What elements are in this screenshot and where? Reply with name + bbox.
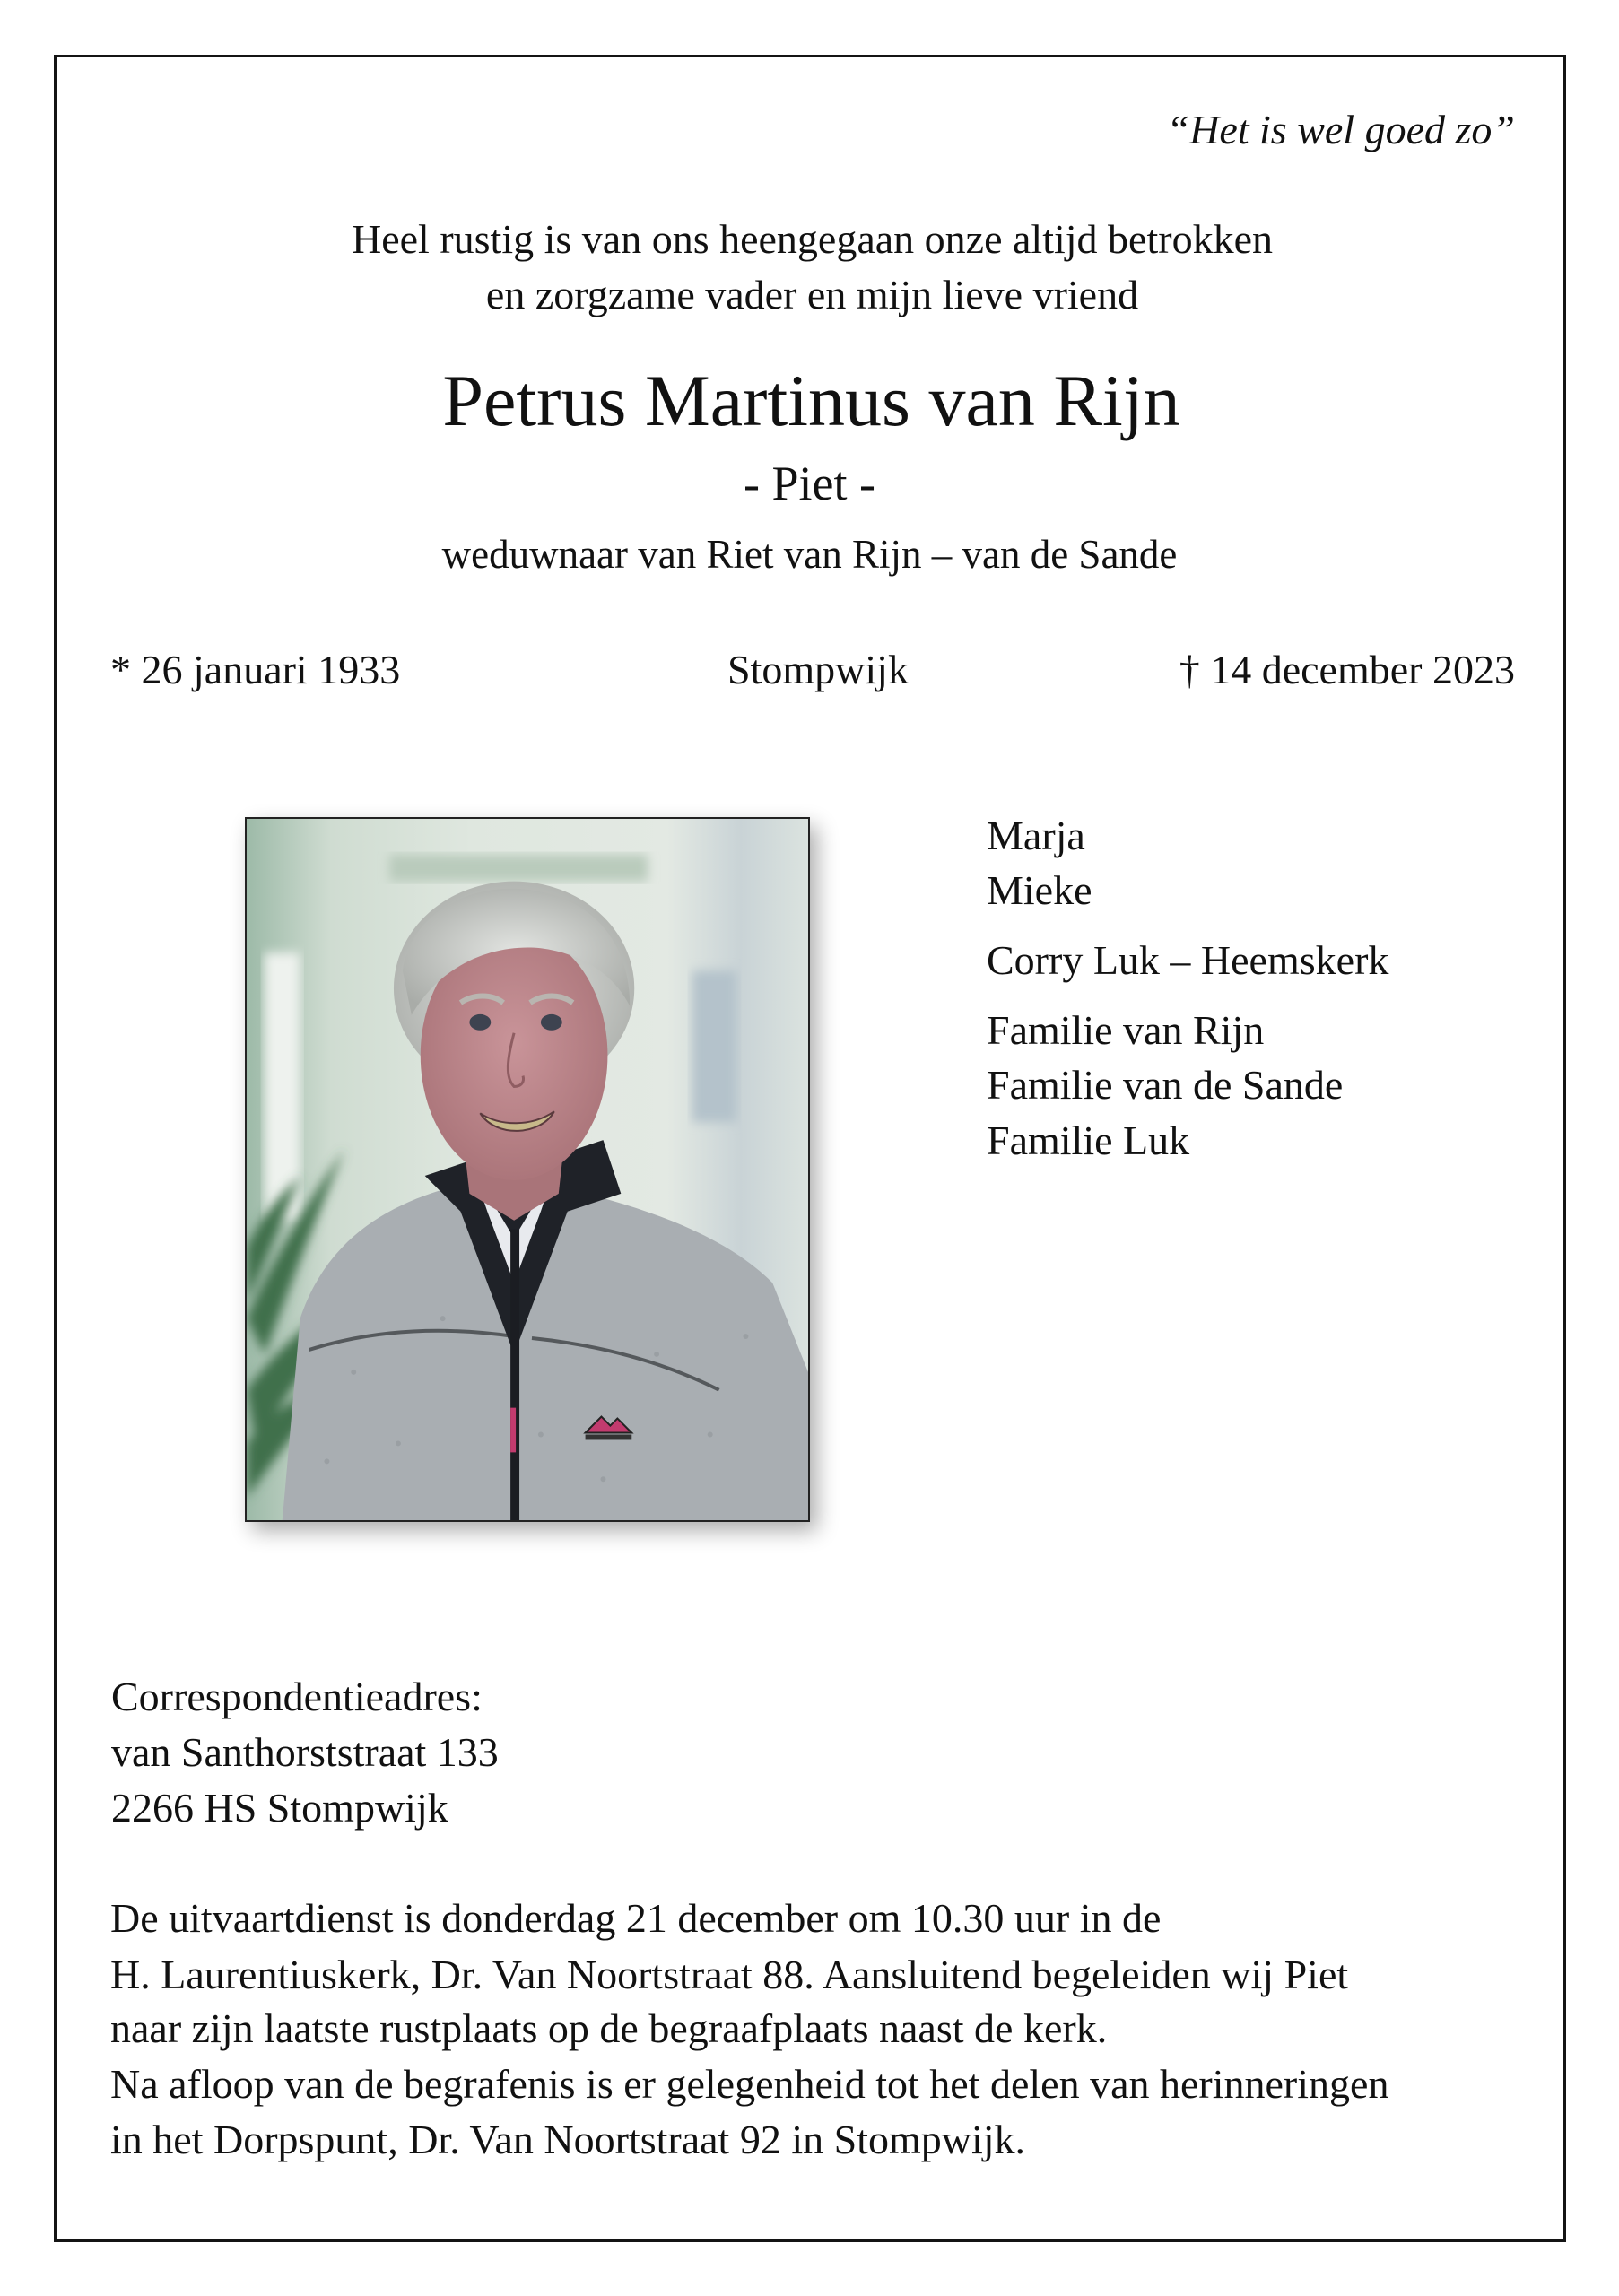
intro-line-2: en zorgzame vader en mijn lieve vriend [485, 272, 1139, 317]
relative-name: Familie van Rijn [987, 1007, 1265, 1053]
service-line-3: naar zijn laatste rustplaats op de begraafplaats naast de kerk. [110, 2005, 1108, 2051]
portrait-image [247, 819, 808, 1520]
intro-line-1: Heel rustig is van ons heengegaan onze altijd betrokken [351, 216, 1273, 262]
death-date: † 14 december 2023 [1179, 647, 1515, 692]
service-line-1: De uitvaartdienst is donderdag 21 december om 10.30 uur in de [110, 1895, 1162, 1941]
service-line-5: in het Dorpspunt, Dr. Van Noortstraat 92 in Stompwijk. [110, 2117, 1026, 2162]
birth-date: * 26 januari 1933 [110, 647, 401, 692]
correspondence-street: van Santhorststraat 133 [111, 1729, 499, 1775]
portrait-photo [245, 817, 810, 1522]
correspondence-postal-city: 2266 HS Stompwijk [111, 1785, 448, 1831]
widower-line: weduwnaar van Riet van Rijn – van de Sande [441, 532, 1178, 577]
service-line-4: Na afloop van de begrafenis is er gelegenheid tot het delen van herinneringen [110, 2061, 1389, 2107]
relative-name: Corry Luk – Heemskerk [987, 937, 1389, 983]
relative-name: Familie van de Sande [987, 1062, 1344, 1108]
deceased-nickname: - Piet - [744, 457, 875, 510]
relative-name: Marja [987, 813, 1085, 858]
correspondence-label: Correspondentieadres: [111, 1674, 483, 1719]
deceased-full-name: Petrus Martinus van Rijn [442, 360, 1180, 441]
relative-name: Mieke [987, 867, 1092, 913]
relative-name: Familie Luk [987, 1118, 1190, 1163]
quote-text: “Het is wel goed zo” [1166, 107, 1515, 152]
dates-row [110, 649, 1515, 694]
service-line-2: H. Laurentiuskerk, Dr. Van Noortstraat 88. Aansluitend begeleiden wij Piet [110, 1952, 1349, 1997]
place-name: Stompwijk [727, 647, 909, 692]
